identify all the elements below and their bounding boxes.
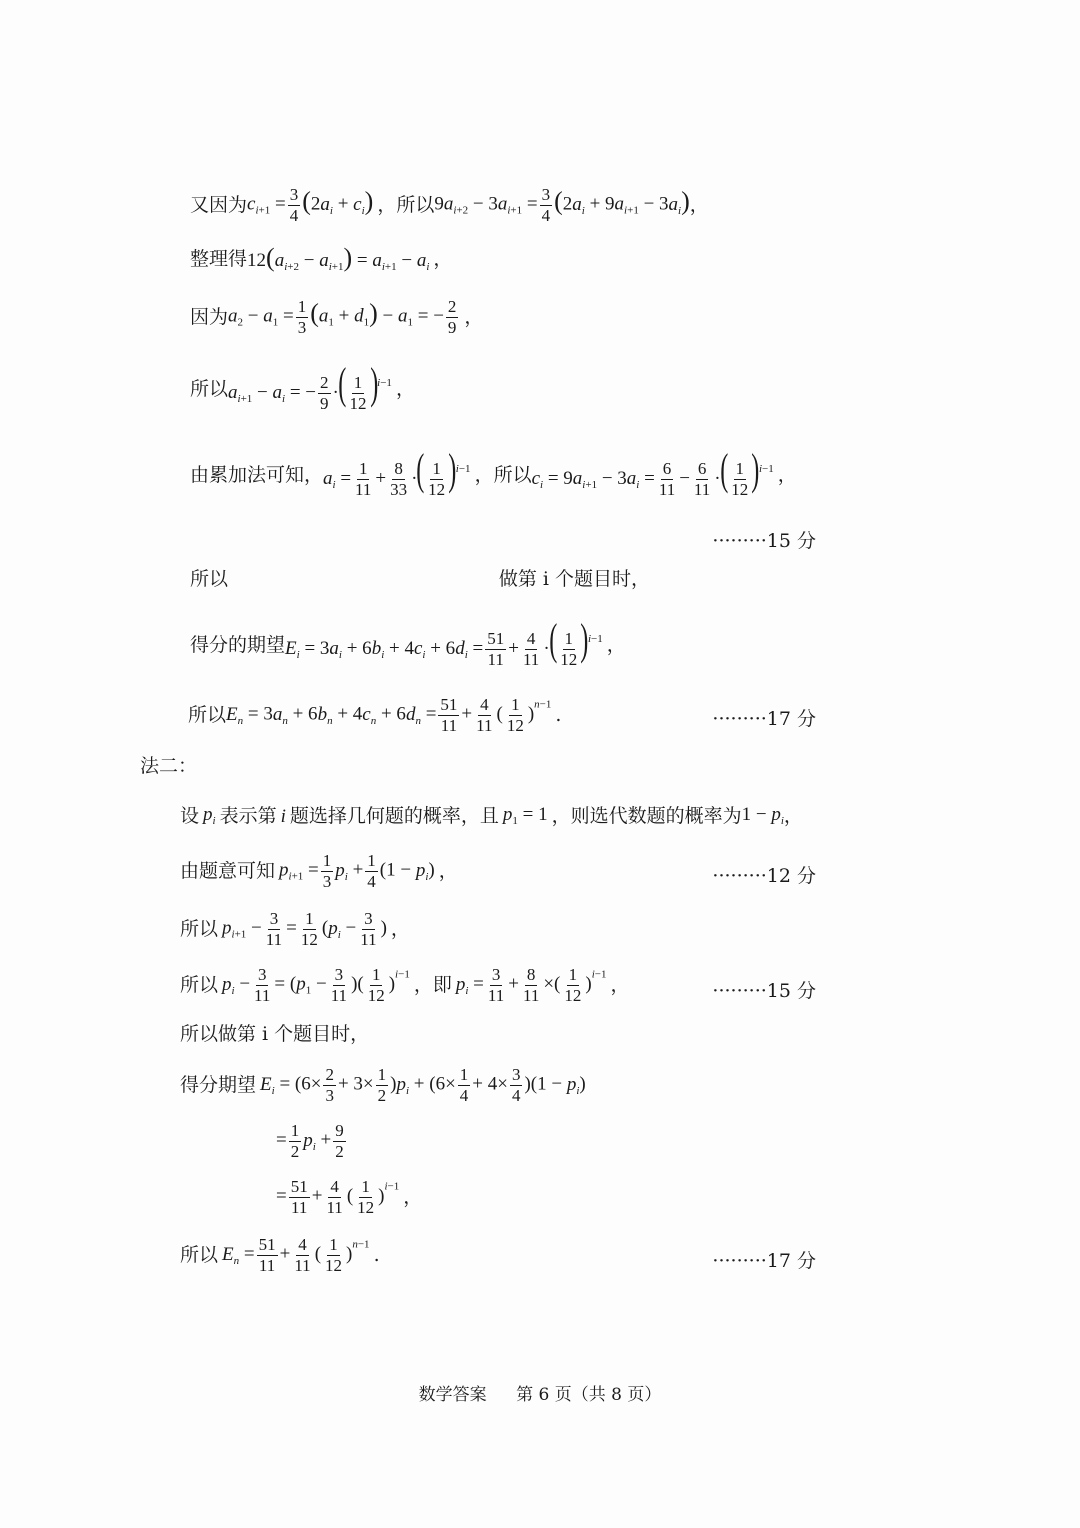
equation-line-3: 因为 $a_2 - a_1$ = $\frac{1}{3}$ $(a_1 + d_1) - a_1$ = − $\frac{2}{9}$ ， bbox=[190, 297, 484, 337]
footer-page-number: 第 6 页（共 8 页） bbox=[516, 1385, 662, 1405]
formula: $a_2 - a_1$ = $\frac{1}{3}$ $(a_1 + d_1) - a_1$ = − $\frac{2}{9}$ bbox=[228, 297, 457, 337]
page-footer bbox=[0, 1380, 1080, 1405]
method2-line-5: 所以做第 i 个题目时， bbox=[180, 1023, 370, 1045]
score-marker-15b: ·········15 分 bbox=[712, 980, 816, 1002]
formula: $a_i$ = $\frac{1}{11}$ + $\frac{8}{33}$ ·( $\frac{1}{12}$ )$^{i-1}$ bbox=[323, 445, 471, 500]
method-two-title: 法二： bbox=[140, 755, 198, 777]
formula: = $\frac{51}{11}$ + $\frac{4}{11}$ ( $\frac{1}{12}$ )$^{i-1}$ bbox=[276, 1177, 400, 1217]
method2-line-6: 得分期望 $E_i = (6\times$ $\frac{2}{3}$ + 3× $\frac{1}{2}$ )$p_i + (6\times$ $\frac{1}{4}$ + 4× $\frac{3}{4}$ )$(1 - p_i)$ bbox=[180, 1065, 586, 1105]
formula: $c_i = 9a_{i+1} - 3a_i$ = $\frac{6}{11}$ − $\frac{6}{11}$ ·( $\frac{1}{12}$ )$^{i-1}$ bbox=[531, 445, 774, 500]
formula: $a_{i+1} - a_i$ = − $\frac{2}{9}$ ·( $\frac{1}{12}$ )$^{i-1}$ bbox=[228, 359, 392, 414]
method2-line-4: 所以 $p_i$ − $\frac{3}{11}$ = ($p_1$ − $\frac{3}{11}$ )( $\frac{1}{12}$ )$^{i-1}$ ，即 $p_i$ = $\frac{3}{11}$ + $\frac{8}{11}$ ×( $\frac{1}{12}$ )$^{i-1}$ ， bbox=[180, 965, 630, 1005]
score-marker-17b: ·········17 分 bbox=[712, 1250, 816, 1272]
formula: $c_{i+1}$ = $\frac{3}{4}$ $(2a_i + c_i)$ bbox=[247, 185, 374, 225]
text-line-7: 所以 做第 i 个题目时， bbox=[190, 568, 650, 590]
formula: $E_i = 3a_i + 6b_i + 4c_i + 6d_i$ = $\frac{51}{11}$ + $\frac{4}{11}$ ·( $\frac{1}{12}$ )$^{i-1}$ bbox=[285, 615, 603, 670]
footer-subject: 数学答案 bbox=[418, 1385, 487, 1405]
formula: $9a_{i+2} - 3a_{i+1}$ = $\frac{3}{4}$ $(2a_i + 9a_{i+1} - 3a_i)$ bbox=[434, 185, 690, 225]
score-marker-15: ·········15 分 bbox=[712, 530, 816, 552]
formula: $E_n$ = $\frac{51}{11}$ + $\frac{4}{11}$ ( $\frac{1}{12}$ )$^{n-1}$ bbox=[222, 1235, 370, 1275]
equation-line-9: 所以 $E_n = 3a_n + 6b_n + 4c_n + 6d_n$ = $\frac{51}{11}$ + $\frac{4}{11}$ ( $\frac{1}{12}$ )$^{n-1}$ . bbox=[188, 695, 562, 735]
formula: $12(a_{i+2} - a_{i+1}) = a_{i+1} - a_i$ bbox=[247, 243, 430, 273]
method2-line-3: 所以 $p_{i+1}$ − $\frac{3}{11}$ = $\frac{1}{12}$ ($p_i$ − $\frac{3}{11}$ ) ， bbox=[180, 909, 410, 949]
method2-line-8: = $\frac{51}{11}$ + $\frac{4}{11}$ ( $\frac{1}{12}$ )$^{i-1}$ ， bbox=[276, 1177, 423, 1217]
score-marker-12: ·········12 分 bbox=[712, 865, 816, 887]
formula: $p_i$ − $\frac{3}{11}$ = ($p_1$ − $\frac{3}{11}$ )( $\frac{1}{12}$ )$^{i-1}$ bbox=[222, 965, 410, 1005]
formula: $p_i$ = $\frac{3}{11}$ + $\frac{8}{11}$ ×( $\frac{1}{12}$ )$^{i-1}$ bbox=[455, 965, 607, 1005]
method2-line-2: 由题意可知 $p_{i+1}$ = $\frac{1}{3}$ $p_i$ + $\frac{1}{4}$ $(1 - p_i)$ ， bbox=[180, 851, 458, 891]
formula: $p_{i+1}$ − $\frac{3}{11}$ = $\frac{1}{12}$ ($p_i$ − $\frac{3}{11}$ ) bbox=[222, 909, 387, 949]
equation-line-1: 又因为 $c_{i+1}$ = $\frac{3}{4}$ $(2a_i + c_i)$ ，所以 $9a_{i+2} - 3a_{i+1}$ = $\frac{3}{4}$ $(2a_i + 9a_{i+1} - 3a_i)$ ， bbox=[190, 185, 709, 225]
equation-line-4: 所以 $a_{i+1} - a_i$ = − $\frac{2}{9}$ ·( $\frac{1}{12}$ )$^{i-1}$ ， bbox=[190, 359, 415, 414]
formula: $p_{i+1}$ = $\frac{1}{3}$ $p_i$ + $\frac{1}{4}$ $(1 - p_i)$ bbox=[279, 851, 435, 891]
equation-line-5: 由累加法可知， $a_i$ = $\frac{1}{11}$ + $\frac{8}{33}$ ·( $\frac{1}{12}$ )$^{i-1}$ ，所以 $c_i = 9a_{i+1} - 3a_i$ = $\frac{6}{11}$ − $\frac{6}{11}$ ·( $\frac{1}{12}$ )$^{i-1}$ ， bbox=[190, 445, 797, 500]
method2-line-1: 设 $p_i$ 表示第 i 题选择几何题的概率，且 $p_1 = 1$ ，则选代数题的概率为 $1 - p_i$ ， bbox=[180, 804, 803, 827]
method2-line-7 bbox=[276, 1122, 348, 1161]
formula: $E_n = 3a_n + 6b_n + 4c_n + 6d_n$ = $\frac{51}{11}$ + $\frac{4}{11}$ ( $\frac{1}{12}$ )$^{n-1}$ bbox=[226, 695, 552, 735]
equation-line-2: 整理得 $12(a_{i+2} - a_{i+1}) = a_{i+1} - a_i$ ， bbox=[190, 243, 453, 273]
formula: = $\frac{1}{2}$ $p_i$ + $\frac{9}{2}$ bbox=[276, 1121, 344, 1161]
score-marker-17: ·········17 分 bbox=[712, 708, 816, 730]
equation-line-8: 得分的期望 $E_i = 3a_i + 6b_i + 4c_i + 6d_i$ = $\frac{51}{11}$ + $\frac{4}{11}$ ·( $\frac{1}{12}$ )$^{i-1}$ ， bbox=[190, 615, 626, 670]
formula: $E_i = (6\times$ $\frac{2}{3}$ + 3× $\frac{1}{2}$ )$p_i + (6\times$ $\frac{1}{4}$ + 4× $\frac{3}{4}$ )$(1 - p_i)$ bbox=[260, 1065, 586, 1105]
method2-line-9: 所以 $E_n$ = $\frac{51}{11}$ + $\frac{4}{11}$ ( $\frac{1}{12}$ )$^{n-1}$ . bbox=[180, 1235, 380, 1275]
